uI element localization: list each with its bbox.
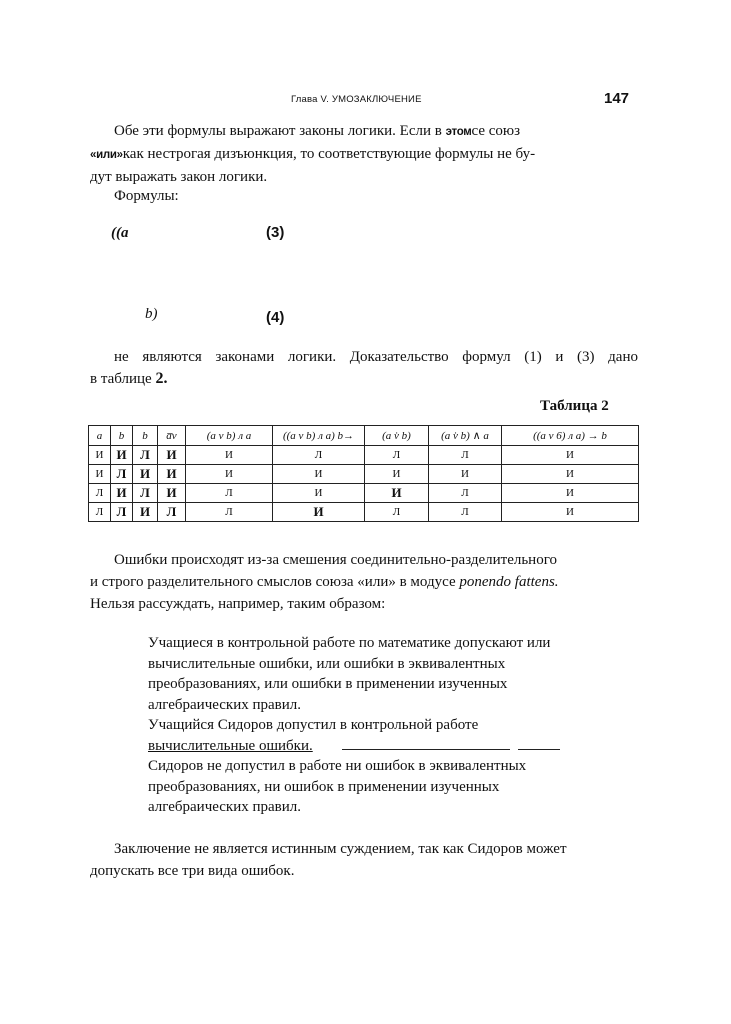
table-cell: Л (429, 503, 502, 522)
truth-table (88, 425, 639, 522)
running-header: Глава V. УМОЗАКЛЮЧЕНИЕ (291, 94, 422, 105)
table-cell: Л (186, 484, 273, 503)
formula-3-number: (3) (266, 224, 285, 241)
proof-line-1: не являются законами логики. Доказательство формул (1) и (3) дано (114, 349, 638, 365)
page-number: 147 (604, 90, 630, 107)
table-row (89, 484, 639, 503)
table-cell: Л (365, 503, 429, 522)
table-cell: И (273, 465, 365, 484)
table-cell: Л (111, 503, 133, 522)
errors-line-3: Нельзя рассуждать, например, таким образом: (90, 596, 386, 612)
table-header-row (89, 426, 639, 446)
table-header-cell: ((a v 6) л a) → b (502, 426, 639, 446)
intro-line-1: Обе эти формулы выражают законы логики. Если в этомсе союз (114, 123, 521, 139)
quote-line: алгебраических правил. (148, 799, 302, 815)
conclusion-divider-tail (518, 749, 560, 750)
intro-line-2: «или»как нестрогая дизъюнкция, то соответствующие формулы не бу- (90, 146, 536, 162)
overlay-word-1: этом (445, 126, 472, 138)
overlay-word-2: «или» (90, 149, 123, 161)
table-row (89, 446, 639, 465)
table-cell: Л (186, 503, 273, 522)
table-cell: Л (89, 484, 111, 503)
conclusion-line-2: допускать все три вида ошибок. (90, 863, 295, 879)
table-cell: Л (133, 446, 158, 465)
conclusion-line-1: Заключение не является истинным суждением, так как Сидоров может (114, 841, 567, 857)
quote-line: преобразованиях, или ошибки в применении изученных (148, 676, 508, 692)
table-cell: И (186, 465, 273, 484)
table-cell: И (89, 465, 111, 484)
table-cell: И (273, 484, 365, 503)
table-cell: И (502, 484, 639, 503)
errors-line-1: Ошибки происходят из-за смешения соединительно-разделительного (114, 552, 557, 568)
table-cell: И (502, 446, 639, 465)
table-header-cell: a̅v (158, 426, 186, 446)
table-header-cell: ((a v b) л a) b→ (273, 426, 365, 446)
table-row (89, 503, 639, 522)
table-cell: Л (273, 446, 365, 465)
table-cell: И (111, 446, 133, 465)
quote-line: Учащийся Сидоров допустил в контрольной работе (148, 717, 479, 733)
table-cell: И (133, 465, 158, 484)
table-cell: Л (89, 503, 111, 522)
table-cell: Л (429, 446, 502, 465)
formulas-label: Формулы: (114, 188, 179, 204)
table-cell: Л (111, 465, 133, 484)
quote-line: вычислительные ошибки, или ошибки в эквивалентных (148, 655, 506, 672)
table-cell: Л (133, 484, 158, 503)
table-cell: Л (429, 484, 502, 503)
table-cell: И (89, 446, 111, 465)
table-header-cell: b (111, 426, 133, 446)
quote-line: Сидоров не допустил в работе ни ошибок в эквивалентных (148, 758, 527, 774)
conclusion-paragraph (90, 838, 638, 882)
table-cell: Л (365, 446, 429, 465)
table-header-cell: (a v̇ b) (365, 426, 429, 446)
table-cell: И (158, 465, 186, 484)
table-cell: И (186, 446, 273, 465)
table-header-cell: (a v̇ b) ∧ a (429, 426, 502, 446)
syllogism-example (148, 633, 588, 818)
proof-line-2: в таблице 2. (90, 370, 168, 387)
intro-paragraph (90, 120, 638, 188)
table-cell: И (273, 503, 365, 522)
formula-4-number: (4) (266, 309, 285, 326)
table-cell: И (158, 484, 186, 503)
table-cell: И (158, 446, 186, 465)
quote-line: алгебраических правил. (148, 696, 302, 713)
table-header-cell: a (89, 426, 111, 446)
errors-line-2: и строго разделительного смыслов союза «или» в модусе ponendo fattens. (90, 574, 559, 590)
formula-4-fragment: b) (145, 306, 158, 322)
table-cell: И (365, 484, 429, 503)
formula-3-fragment: ((a (111, 225, 129, 241)
table-cell: И (502, 465, 639, 484)
proof-paragraph (90, 346, 638, 390)
table-row (89, 465, 639, 484)
intro-line-3: дут выражать закон логики. (90, 169, 268, 185)
table-cell: И (502, 503, 639, 522)
table-cell: И (429, 465, 502, 484)
table-caption: Таблица 2 (540, 398, 609, 414)
table-cell: И (365, 465, 429, 484)
quote-line: Учащиеся в контрольной работе по математике допускают или (148, 635, 551, 651)
quote-line: преобразованиях, ни ошибок в применении изученных (148, 778, 500, 795)
quote-line: вычислительные ошибки. (148, 737, 313, 754)
table-cell: И (133, 503, 158, 522)
table-header-cell: (a v b) л a (186, 426, 273, 446)
table-header-cell: b (133, 426, 158, 446)
errors-paragraph (90, 549, 638, 615)
table-cell: И (111, 484, 133, 503)
conclusion-divider (342, 749, 510, 750)
table-cell: Л (158, 503, 186, 522)
